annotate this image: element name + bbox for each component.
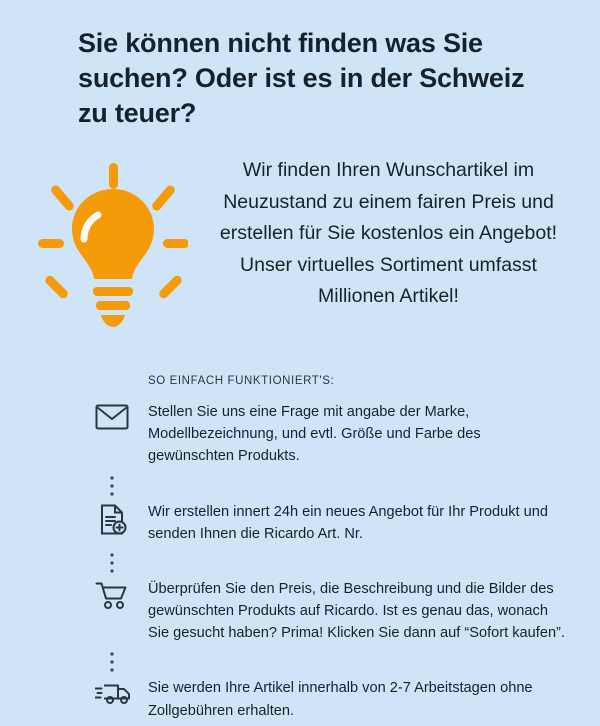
dotted-connector-icon	[95, 472, 148, 497]
page-title: Sie können nicht finden was Sie suchen? Oder ist es in der Schweiz zu teuer?	[78, 28, 525, 129]
step-connector-2	[95, 549, 565, 574]
dotted-connector-icon	[95, 549, 148, 574]
list-item	[95, 578, 565, 645]
list-item	[95, 401, 565, 468]
list-item-text: Stellen Sie uns eine Frage mit angabe der Marke, Modellbezeichnung, und evtl. Größe und Farbe des gewünschten Produkts.	[148, 404, 481, 465]
list-item-text: Sie werden Ihre Artikel innerhalb von 2-7 Arbeitstagen ohne Zollgebühren erhalten.	[148, 680, 533, 719]
step-connector-1	[95, 472, 565, 497]
delivery-truck-icon	[95, 677, 148, 706]
step-connector-3	[95, 648, 565, 673]
lightbulb-icon	[20, 155, 205, 333]
intro-section	[20, 155, 580, 333]
envelope-icon	[95, 401, 148, 430]
steps-title: SO EINFACH FUNKTIONIERT'S:	[148, 375, 335, 387]
list-item-text: Wir erstellen innert 24h ein neues Angebot für Ihr Produkt und senden Ihnen die Ricardo Art. Nr.	[148, 503, 548, 542]
dotted-connector-icon	[95, 648, 148, 673]
intro-text: Wir finden Ihren Wunschartikel im Neuzustand zu einem fairen Preis und erstellen für Sie kostenlos ein Angebot! Unser virtuelles Sortiment umfasst Millionen Artikel!	[219, 159, 558, 308]
list-item	[95, 501, 565, 545]
list-item-text: Überprüfen Sie den Preis, die Beschreibung und die Bilder des gewünschten Produkts auf Ricardo. Ist es genau das, wonach Sie gesucht haben? Prima! Klicken Sie dann auf “Sofort kaufen”.	[148, 580, 565, 642]
shopping-cart-icon	[95, 578, 148, 611]
steps-section	[95, 375, 565, 726]
document-add-icon	[95, 501, 148, 536]
